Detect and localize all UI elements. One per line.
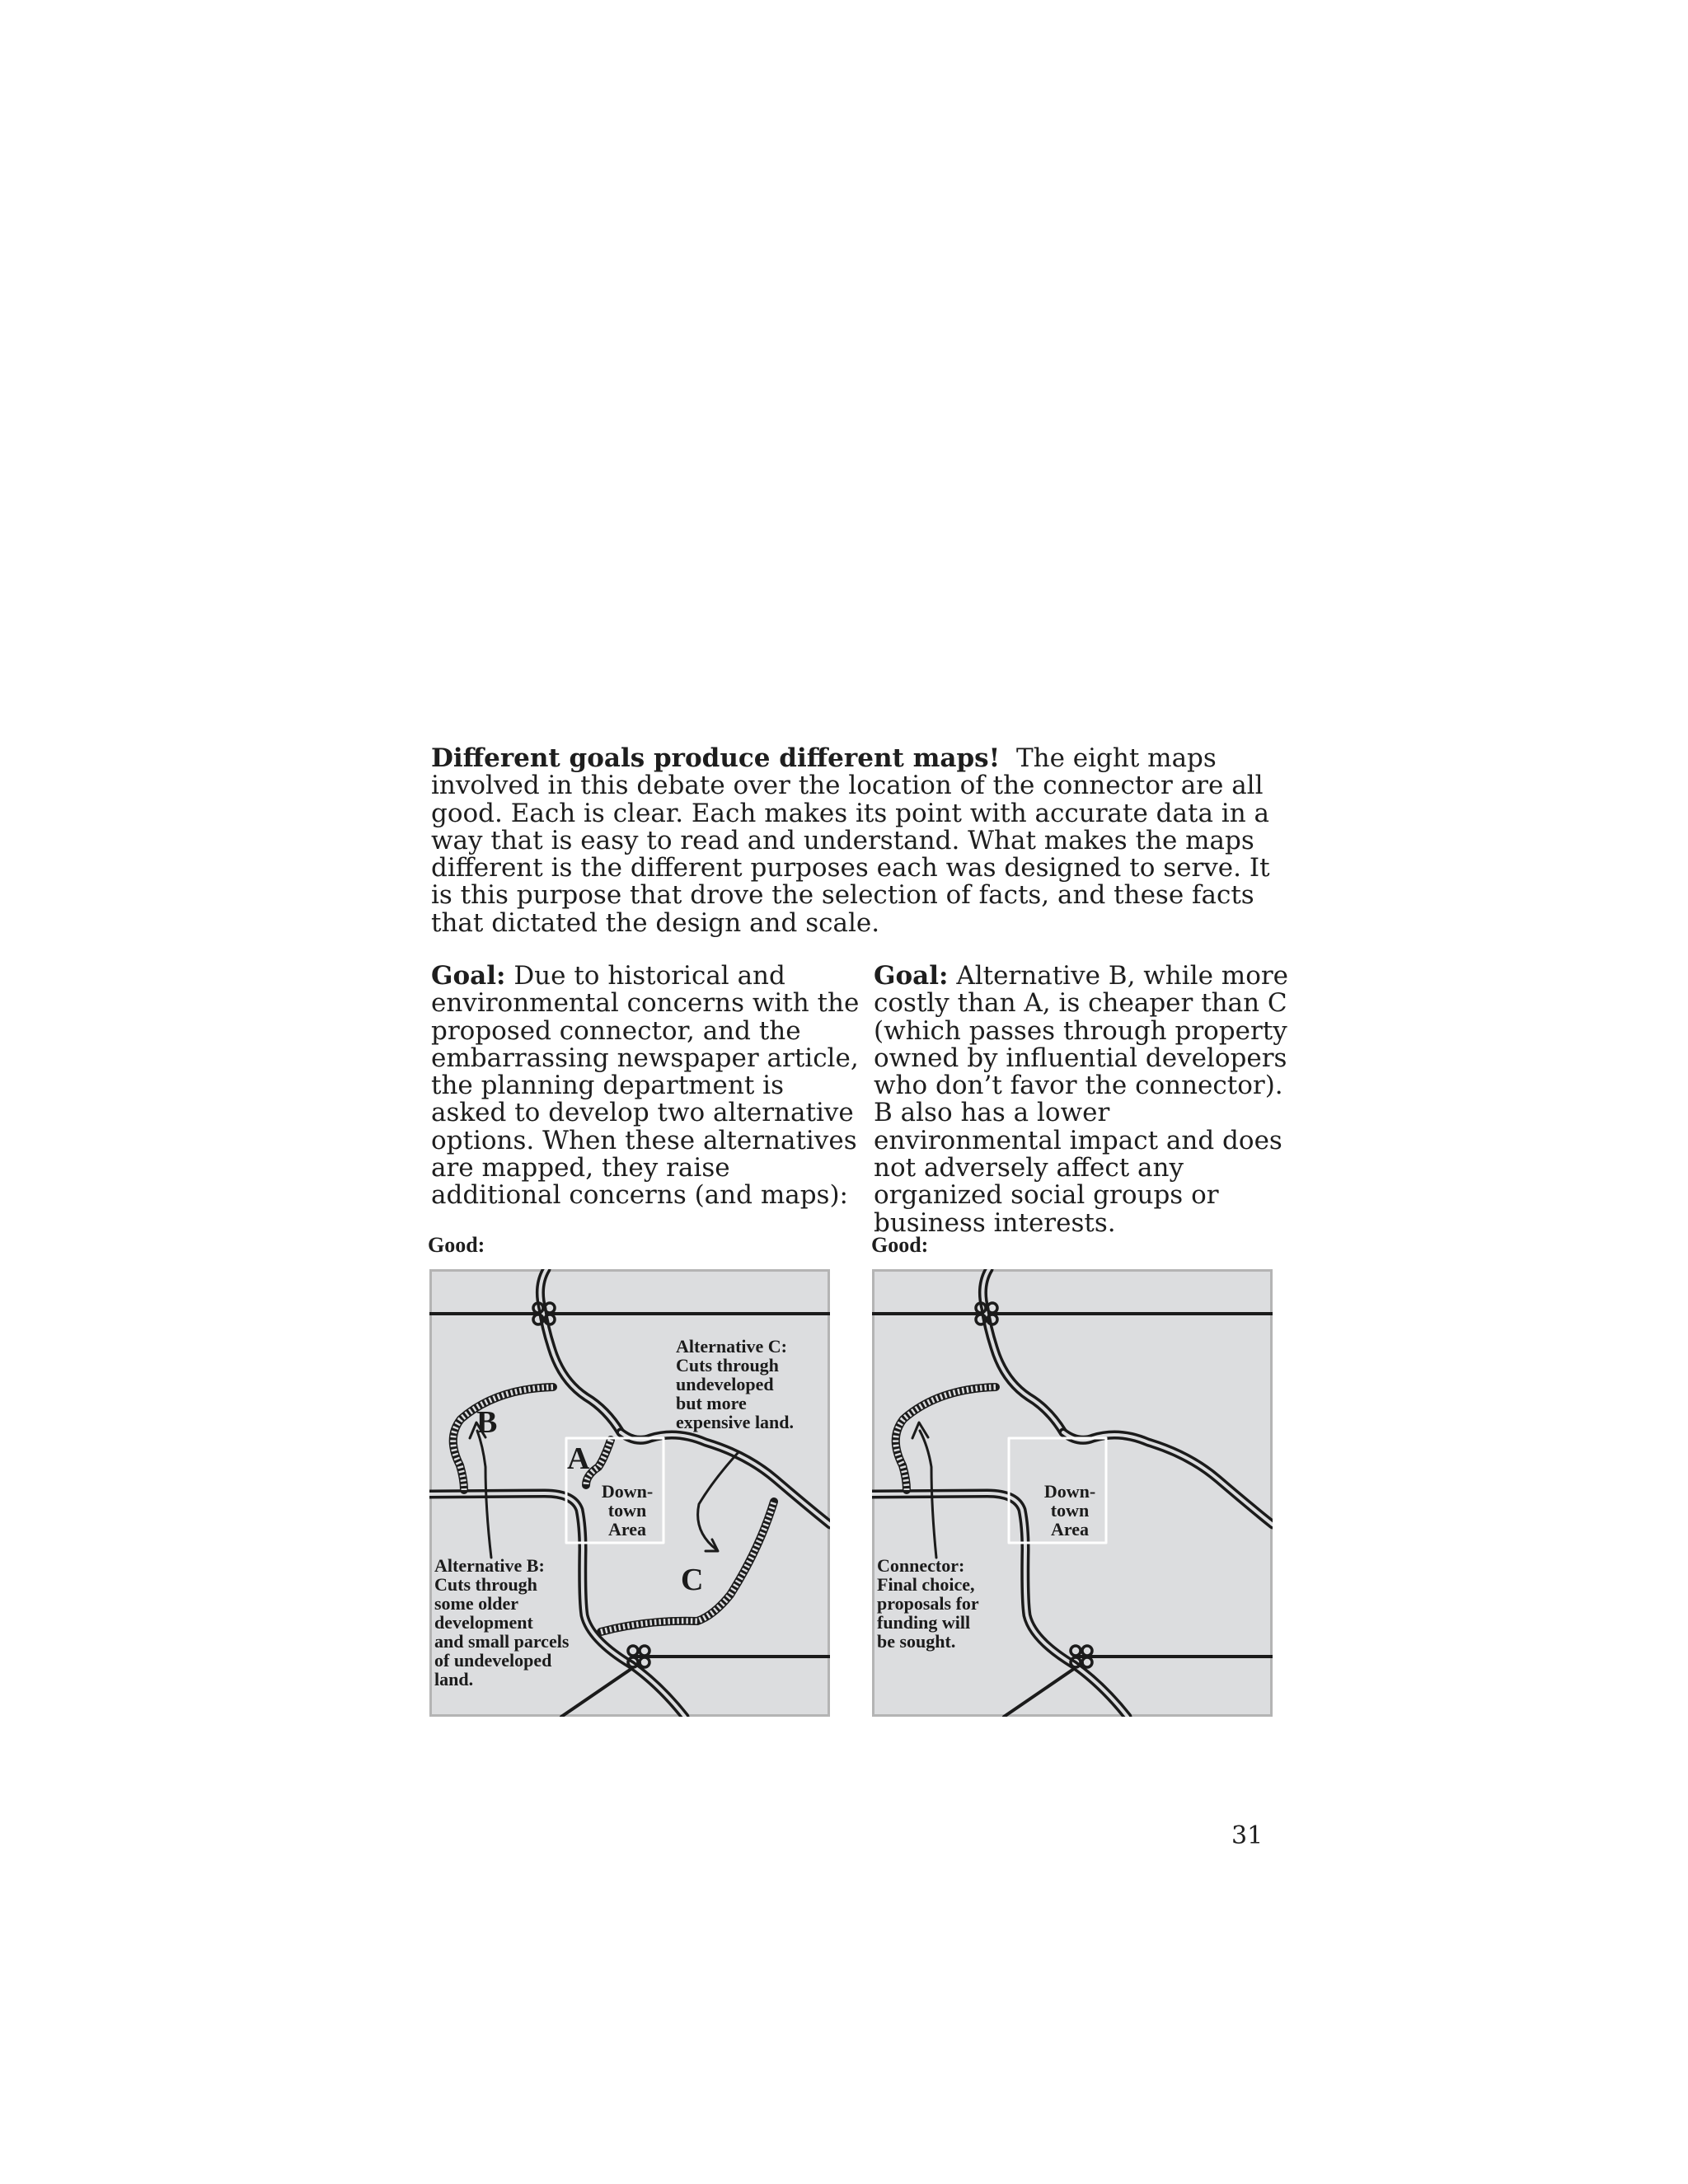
- svg-text:undeveloped: undeveloped: [676, 1374, 774, 1394]
- map-label-c: C: [681, 1563, 704, 1597]
- map-final-connector: [872, 1269, 1273, 1717]
- rating-label-right: Good:: [871, 1233, 929, 1257]
- intro-paragraph: [431, 745, 1296, 937]
- map-alternatives: [429, 1269, 830, 1717]
- svg-text:Down-: Down-: [601, 1481, 654, 1502]
- svg-text:proposals for: proposals for: [877, 1593, 979, 1614]
- svg-text:but more: but more: [676, 1393, 747, 1413]
- rating-label-left: Good:: [428, 1233, 485, 1257]
- svg-text:Connector:: Connector:: [877, 1555, 965, 1576]
- goal-text-left: Due to historical and environmental concerns with the proposed connector, and the embarrassing newspaper article, the planning department is asked to develop two alternative options. When these alternatives are mapped, they raise additional concerns (and maps):: [431, 961, 860, 1211]
- goal-paragraph-right: [874, 963, 1302, 1237]
- map-label-a: A: [567, 1441, 590, 1476]
- svg-text:Final choice,: Final choice,: [877, 1574, 975, 1595]
- svg-text:and small parcels: and small parcels: [434, 1631, 570, 1652]
- svg-text:development: development: [434, 1612, 533, 1633]
- svg-text:Alternative B:: Alternative B:: [434, 1555, 545, 1576]
- intro-lead: Different goals produce different maps!: [431, 743, 1001, 773]
- svg-text:Area: Area: [607, 1519, 647, 1540]
- svg-text:land.: land.: [434, 1669, 474, 1690]
- downtown-label-right: [1044, 1481, 1095, 1540]
- svg-text:expensive land.: expensive land.: [676, 1412, 795, 1432]
- goal-label-right: Goal:: [874, 961, 949, 991]
- goal-paragraph-left: [431, 963, 860, 1210]
- svg-text:of undeveloped: of undeveloped: [434, 1650, 552, 1671]
- svg-text:Down-: Down-: [1043, 1481, 1096, 1502]
- map-label-b: B: [476, 1405, 498, 1440]
- svg-text:Area: Area: [1050, 1519, 1090, 1540]
- svg-text:some older: some older: [434, 1593, 519, 1614]
- svg-text:Alternative C:: Alternative C:: [676, 1336, 788, 1357]
- svg-text:town: town: [607, 1500, 647, 1521]
- goal-label-left: Goal:: [431, 961, 506, 991]
- downtown-label-left: [602, 1481, 653, 1540]
- svg-text:Cuts through: Cuts through: [676, 1355, 779, 1376]
- svg-text:town: town: [1050, 1500, 1090, 1521]
- page-number: 31: [1231, 1821, 1264, 1850]
- svg-text:funding will: funding will: [877, 1612, 971, 1633]
- svg-text:Cuts through: Cuts through: [434, 1574, 537, 1595]
- goal-text-right: Alternative B, while more costly than A, is cheaper than C (which passes through property owned by influential developers who don’t favor the connector). B also has a lower environmental impact and does not adversely affect any organized social groups or business interests.: [874, 961, 1289, 1238]
- intro-body: The eight maps involved in this debate over the location of the connector are all good. Each is clear. Each makes its point with accurate data in a way that is easy to read and understand. What makes the maps different is the different purposes each was designed to serve. It is this purpose that drove the selection of facts, and these facts that dictated the design and scale.: [431, 743, 1270, 938]
- svg-text:be sought.: be sought.: [877, 1631, 956, 1652]
